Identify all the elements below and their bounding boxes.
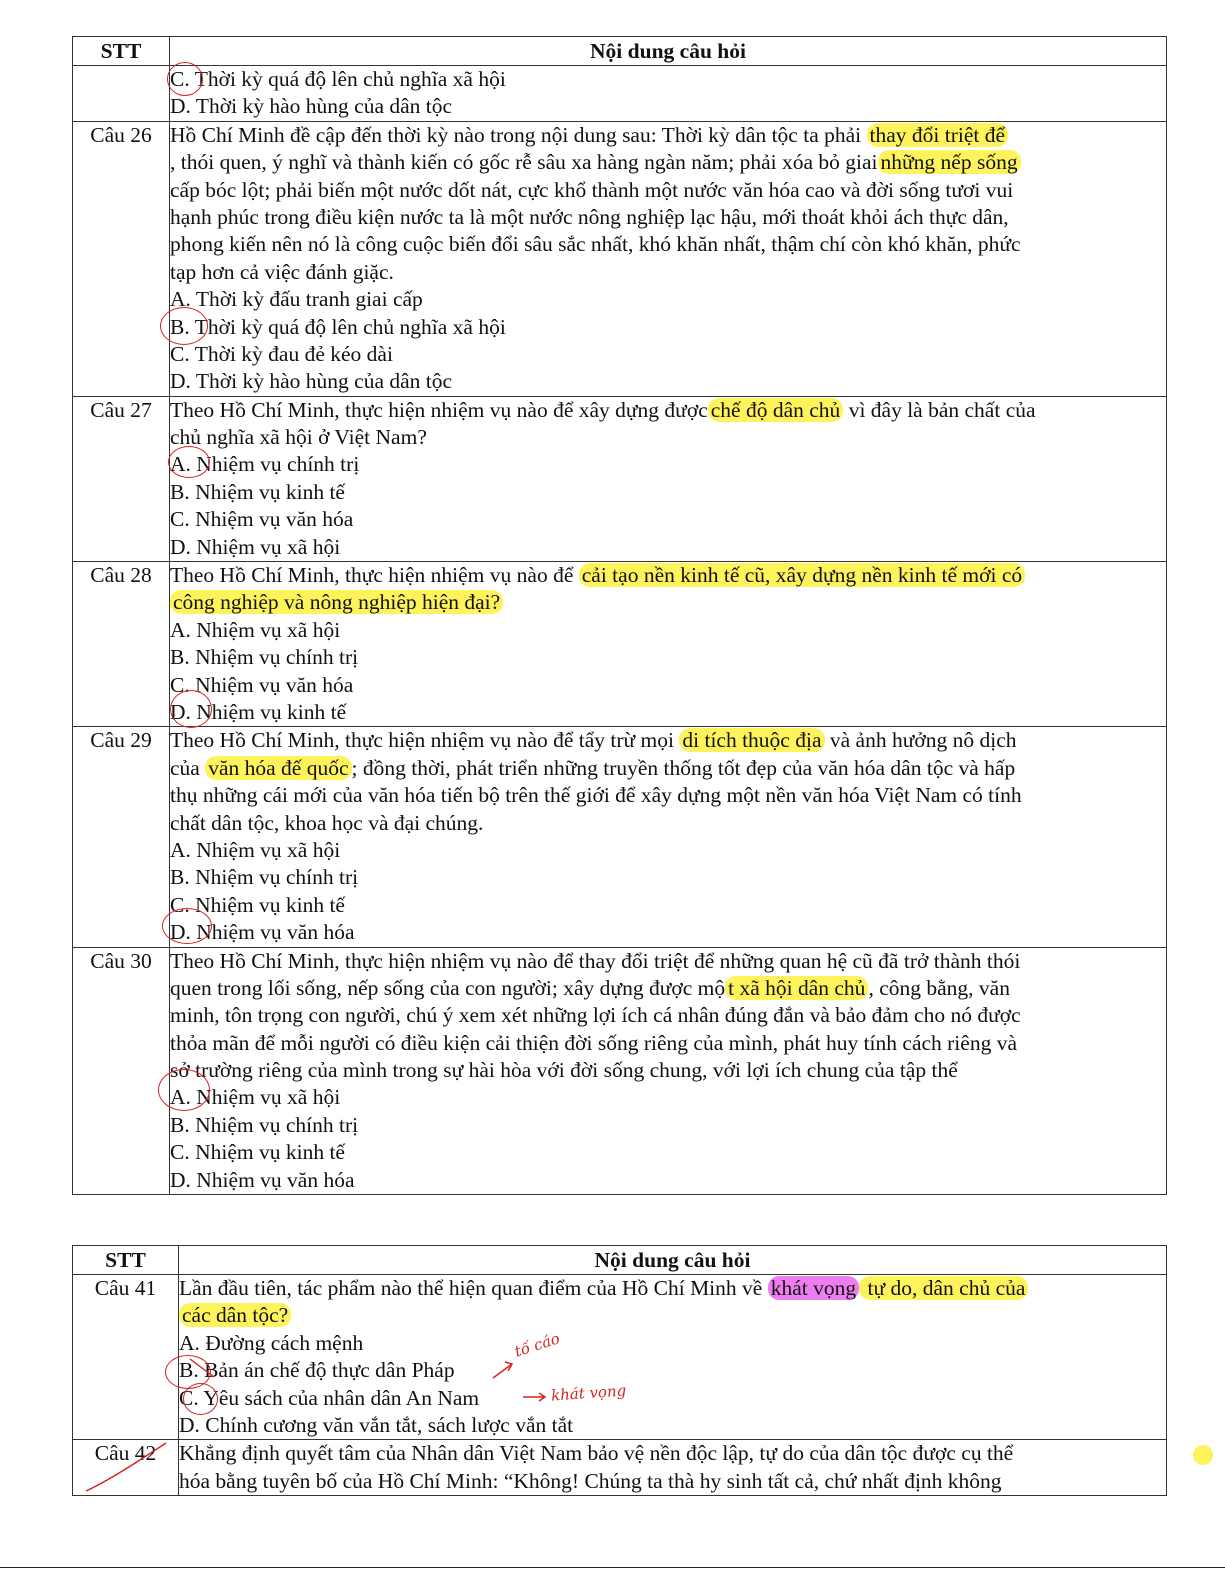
line-text: tạp hơn cả việc đánh giặc. <box>170 259 394 284</box>
line-text: ; đồng thời, phát triển những truyền thống tốt đẹp của văn hóa dân tộc và hấp <box>351 755 1016 780</box>
text-line <box>179 1468 1166 1495</box>
line-text: minh, tôn trọng con người, chú ý xem xét những lợi ích cá nhân đúng đắn và bảo đảm cho nó được <box>170 1003 1021 1028</box>
question-table-1 <box>72 36 1167 1195</box>
yellow-highlight: những nếp sống <box>878 150 1021 174</box>
line-text: D. Nhiệm vụ xã hội <box>170 534 341 559</box>
header-content: Nội dung câu hỏi <box>170 37 1167 66</box>
line-text: hóa bằng tuyên bố của Hồ Chí Minh: “Không! Chúng ta thà hy sinh tất cả, chứ nhất định không <box>179 1468 1002 1493</box>
text-line <box>170 589 1166 616</box>
text-line <box>170 1139 1166 1166</box>
question-content <box>170 66 1167 122</box>
text-line <box>170 204 1166 231</box>
line-text: D. Chính cương văn vắn tắt, sách lược vắn tắt <box>179 1412 574 1437</box>
yellow-highlight: thay đổi triệt để <box>867 123 1009 147</box>
text-line <box>170 948 1166 975</box>
text-line <box>170 837 1166 864</box>
text-line <box>170 397 1166 424</box>
line-text: Theo Hồ Chí Minh, thực hiện nhiệm vụ nào để <box>170 563 579 588</box>
line-text: B. Nhiệm vụ kinh tế <box>170 479 345 504</box>
text-line <box>179 1275 1166 1302</box>
text-line <box>179 1385 1166 1412</box>
line-text: của <box>170 755 206 780</box>
line-text: Theo Hồ Chí Minh, thực hiện nhiệm vụ nào để xây dựng được <box>170 397 708 422</box>
line-text: C. Nhiệm vụ văn hóa <box>170 672 354 697</box>
text-line <box>170 644 1166 671</box>
text-line <box>170 1002 1166 1029</box>
line-text: Lần đầu tiên, tác phẩm nào thể hiện quan điểm của Hồ Chí Minh về <box>179 1276 768 1300</box>
text-line <box>170 93 1166 120</box>
text-line <box>179 1357 1166 1384</box>
text-line <box>179 1302 1166 1329</box>
line-text: D. Thời kỳ hào hùng của dân tộc <box>170 369 453 394</box>
pink-highlight: khát vọng <box>768 1276 859 1300</box>
text-line <box>170 617 1166 644</box>
question-content <box>170 947 1167 1195</box>
yellow-highlight: văn hóa đế quốc <box>205 756 351 780</box>
text-line <box>170 755 1166 782</box>
text-line <box>170 424 1166 451</box>
line-text: D. Thời kỳ hào hùng của dân tộc <box>170 94 453 119</box>
line-text: A. Nhiệm vụ xã hội <box>170 837 341 862</box>
handwritten-note: tố cáo <box>512 1329 563 1361</box>
question-row <box>73 121 1167 396</box>
page-bottom-rule <box>0 1567 1225 1568</box>
yellow-highlight: chế độ dân chủ <box>708 398 844 422</box>
text-line <box>170 727 1166 754</box>
handwritten-note: khát vọng <box>550 1381 627 1405</box>
text-line <box>170 451 1166 478</box>
question-number: Câu 28 <box>73 562 170 727</box>
line-text: D. Nhiệm vụ văn hóa <box>170 1167 355 1192</box>
question-row <box>73 562 1167 727</box>
question-content <box>170 562 1167 727</box>
line-text: A. Nhiệm vụ xã hội <box>170 1085 341 1110</box>
question-content <box>170 727 1167 947</box>
line-text: D. Nhiệm vụ kinh tế <box>170 699 347 724</box>
text-line <box>170 177 1166 204</box>
question-row <box>73 66 1167 122</box>
line-text: và ảnh hưởng nô dịch <box>824 728 1017 753</box>
line-text: B. Nhiệm vụ chính trị <box>170 1112 359 1137</box>
line-text: thỏa mãn để mỗi người có điều kiện cải thiện đời sống riêng của mình, phát huy tính cách riêng và <box>170 1030 1017 1055</box>
text-line <box>170 1112 1166 1139</box>
line-text: quen trong lối sống, nếp sống của con người; xây dựng được mộ <box>170 975 726 1000</box>
question-content <box>179 1275 1167 1440</box>
line-text: C. Yêu sách của nhân dân An Nam <box>179 1385 480 1410</box>
line-text: vì đây là bản chất của <box>843 397 1036 422</box>
line-text: B. Nhiệm vụ chính trị <box>170 865 359 890</box>
line-text: hạnh phúc trong điều kiện nước ta là một nước nông nghiệp lạc hậu, mới thoát khỏi ách thực dân, <box>170 204 1009 229</box>
text-line <box>170 259 1166 286</box>
text-line <box>170 314 1166 341</box>
text-line <box>179 1440 1166 1467</box>
text-line <box>170 1167 1166 1194</box>
question-row <box>73 947 1167 1195</box>
line-text: A. Thời kỳ đấu tranh giai cấp <box>170 287 423 312</box>
text-line <box>170 975 1166 1002</box>
line-text: chủ nghĩa xã hội ở Việt Nam? <box>170 425 427 450</box>
line-text: Hồ Chí Minh đề cập đến thời kỳ nào trong nội dung sau: Thời kỳ dân tộc ta phải <box>170 122 867 147</box>
question-number: Câu 27 <box>73 396 170 561</box>
line-text: A. Đường cách mệnh <box>179 1330 364 1355</box>
text-line <box>170 864 1166 891</box>
question-number: Câu 26 <box>73 121 170 396</box>
text-line <box>170 919 1166 946</box>
question-content <box>179 1440 1167 1496</box>
line-text: A. Nhiệm vụ xã hội <box>170 617 341 642</box>
text-line <box>179 1330 1166 1357</box>
text-line <box>170 782 1166 809</box>
header-stt: STT <box>73 1246 179 1275</box>
yellow-highlight: tự do, dân chủ của <box>859 1276 1028 1300</box>
line-text: B. Bản án chế độ thực dân Pháp <box>179 1358 455 1383</box>
question-number <box>73 66 170 122</box>
text-line <box>170 892 1166 919</box>
line-text: Theo Hồ Chí Minh, thực hiện nhiệm vụ nào để tẩy trừ mọi <box>170 728 680 753</box>
text-line <box>170 810 1166 837</box>
line-text: phong kiến nên nó là công cuộc biến đổi sâu sắc nhất, khó khăn nhất, thậm chí còn khó khăn, phức <box>170 232 1021 257</box>
line-text: Khẳng định quyết tâm của Nhân dân Việt Nam bảo vệ nền độc lập, tự do của dân tộc được cụ thể <box>179 1441 1014 1466</box>
question-number: Câu 29 <box>73 727 170 947</box>
text-line <box>179 1412 1166 1439</box>
text-line <box>170 66 1166 93</box>
text-line <box>170 122 1166 149</box>
text-line <box>170 368 1166 395</box>
line-text: Theo Hồ Chí Minh, thực hiện nhiệm vụ nào để thay đổi triệt để những quan hệ cũ đã trở thành thói <box>170 948 1021 973</box>
text-line <box>170 1057 1166 1084</box>
line-text: , công bằng, văn <box>868 975 1010 1000</box>
text-line <box>170 286 1166 313</box>
text-line <box>170 506 1166 533</box>
line-text: C. Nhiệm vụ kinh tế <box>170 1140 345 1165</box>
question-number: Câu 30 <box>73 947 170 1195</box>
question-content <box>170 396 1167 561</box>
line-text: C. Nhiệm vụ kinh tế <box>170 892 345 917</box>
yellow-highlight: các dân tộc? <box>179 1303 291 1327</box>
question-number: Câu 42 <box>73 1440 179 1496</box>
line-text: B. Nhiệm vụ chính trị <box>170 645 359 670</box>
text-line <box>170 341 1166 368</box>
line-text: sở trường riêng của mình trong sự hài hòa với đời sống chung, với lợi ích chung của tập thể <box>170 1058 958 1083</box>
yellow-highlight: công nghiệp và nông nghiệp hiện đại? <box>170 590 503 614</box>
text-line <box>170 534 1166 561</box>
line-text: thụ những cái mới của văn hóa tiến bộ trên thế giới để xây dựng một nền văn hóa Việt Nam có tính <box>170 783 1022 808</box>
yellow-highlight: di tích thuộc địa <box>679 728 824 752</box>
line-text: A. Nhiệm vụ chính trị <box>170 452 360 477</box>
line-text: C. Thời kỳ quá độ lên chủ nghĩa xã hội <box>170 67 506 91</box>
line-text: D. Nhiệm vụ văn hóa <box>170 920 355 945</box>
text-line <box>170 149 1166 176</box>
question-number: Câu 41 <box>73 1275 179 1440</box>
text-line <box>170 699 1166 726</box>
question-row <box>73 396 1167 561</box>
question-content <box>170 121 1167 396</box>
header-content: Nội dung câu hỏi <box>179 1246 1167 1275</box>
line-text: B. Thời kỳ quá độ lên chủ nghĩa xã hội <box>170 314 506 339</box>
table-header-row <box>73 1246 1167 1275</box>
text-line <box>170 562 1166 589</box>
line-text: C. Thời kỳ đau đẻ kéo dài <box>170 341 393 366</box>
text-line <box>170 1030 1166 1057</box>
line-text: cấp bóc lột; phải biến một nước dốt nát, cực khổ thành một nước văn hóa cao và đời sống tươi vui <box>170 177 1014 202</box>
line-text: , thói quen, ý nghĩ và thành kiến có gốc rễ sâu xa hàng ngàn năm; phải xóa bỏ giai <box>170 150 878 175</box>
line-text: C. Nhiệm vụ văn hóa <box>170 507 354 532</box>
question-row <box>73 1440 1167 1496</box>
yellow-highlight: cải tạo nền kinh tế cũ, xây dựng nền kinh tế mới có <box>579 563 1025 587</box>
text-line <box>170 479 1166 506</box>
header-stt: STT <box>73 37 170 66</box>
question-row <box>73 1275 1167 1440</box>
table-header-row <box>73 37 1167 66</box>
yellow-highlight: t xã hội dân chủ <box>725 976 868 1000</box>
question-row <box>73 727 1167 947</box>
line-text: chất dân tộc, khoa học và đại chúng. <box>170 810 484 835</box>
question-table-2 <box>72 1245 1167 1496</box>
text-line <box>170 1084 1166 1111</box>
text-line <box>170 231 1166 258</box>
text-line <box>170 672 1166 699</box>
